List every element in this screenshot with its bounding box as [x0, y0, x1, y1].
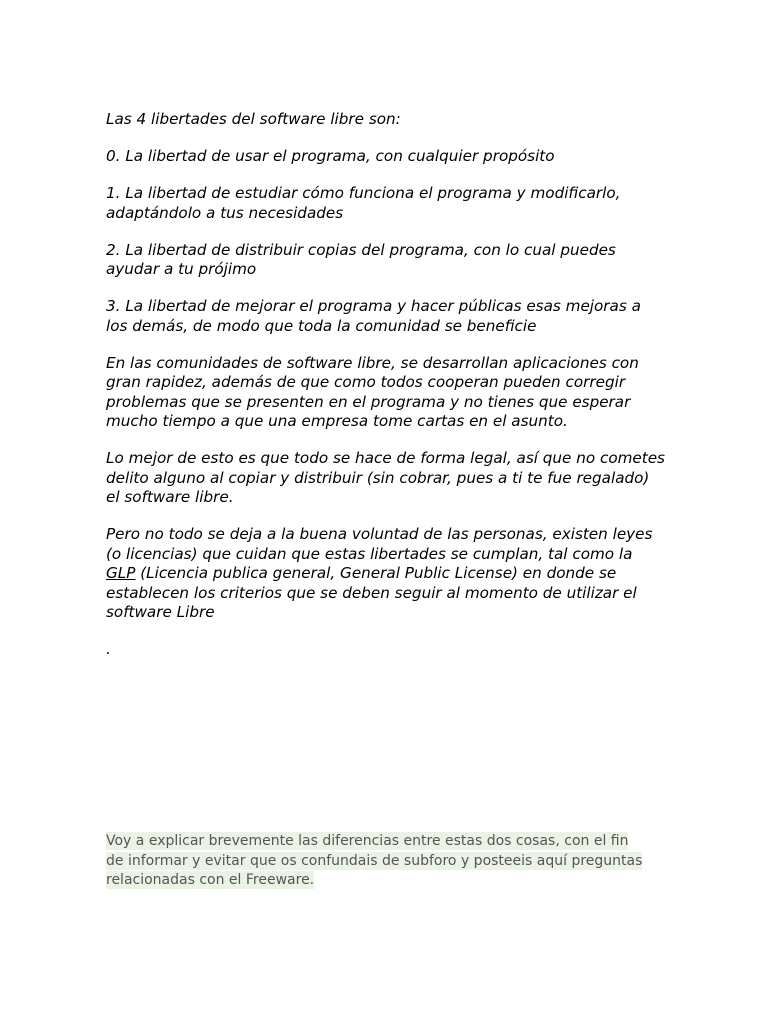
highlighted-note-text: Voy a explicar brevemente las diferencias entre estas dos cosas, con el fin de informar y evitar que os confundais de subforo y posteeis aquí preguntas relacionadas con el Freeware. [106, 833, 643, 888]
licenses-paragraph [106, 525, 666, 623]
intro-line: Las 4 libertades del software libre son: [106, 110, 401, 128]
freedom-2: 2. La libertad de distribuir copias del programa, con lo cual puedes ayudar a tu prójimo [106, 240, 616, 278]
communities-paragraph: En las comunidades de software libre, se desarrollan aplicaciones con gran rapidez, además de que como todos cooperan pueden corregir problemas que se presenten en el programa y no tienes que esperar mucho tiempo a que una empresa tome cartas en el asunto. [106, 353, 639, 430]
freedom-3: 3. La libertad de mejorar el programa y hacer públicas esas mejoras a los demás, de modo que toda la comunidad se beneficie [106, 297, 641, 335]
freedom-0: 0. La libertad de usar el programa, con cualquier propósito [106, 147, 555, 165]
freedom-1: 1. La libertad de estudiar cómo funciona el programa y modificarlo, adaptándolo a tus necesidades [106, 184, 621, 222]
licenses-text-before: Pero no todo se deja a la buena voluntad de las personas, existen leyes (o licencias) que cuidan que estas libertades se cumplan, tal como la [106, 525, 653, 563]
document-body [106, 110, 666, 677]
trailing-dot: . [106, 640, 111, 658]
licenses-text-after: (Licencia publica general, General Public License) en donde se establecen los criterios que se deben seguir al momento de utilizar el software Libre [106, 564, 637, 621]
highlighted-note [106, 832, 646, 891]
glp-link[interactable]: GLP [106, 564, 136, 582]
legal-paragraph: Lo mejor de esto es que todo se hace de forma legal, así que no cometes delito alguno al copiar y distribuir (sin cobrar, pues a ti te fue regalado) el software libre. [106, 449, 665, 506]
